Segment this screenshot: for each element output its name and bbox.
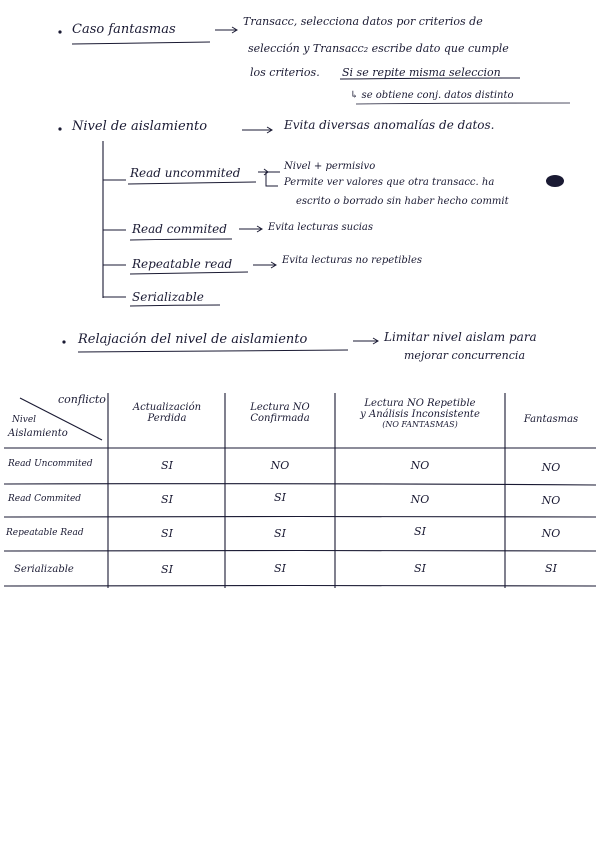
- header-col3-line3: (NO FANTASMAS): [382, 420, 458, 429]
- bullet-fantasmas: [58, 30, 61, 33]
- item-repeatable-read: Repeatable read: [132, 257, 233, 271]
- header-col1-line2: Perdida: [147, 413, 187, 424]
- header-lectura-no-confirmada: [226, 402, 334, 424]
- fantasmas-line-1: Transacc, selecciona datos por criterios de: [243, 15, 483, 28]
- underline-fantasmas: [72, 42, 210, 44]
- header-col4-line1: Fantasmas: [523, 414, 579, 425]
- corner-conflicto: conflicto: [58, 393, 106, 406]
- header-col3-line1: Lectura NO Repetible: [364, 398, 476, 409]
- relajacion-line-1: Limitar nivel aislam para: [384, 330, 537, 344]
- cell-r3-c2: SI: [274, 527, 286, 540]
- nivel-description: Evita diversas anomalías de datos.: [284, 118, 495, 132]
- cell-r4-c2: SI: [274, 562, 286, 575]
- heading-nivel-aislamiento: Nivel de aislamiento: [72, 119, 208, 134]
- cell-r2-c3: NO: [410, 493, 430, 506]
- cell-r1-c2: NO: [270, 459, 290, 472]
- heading-caso-fantasmas: Caso fantasmas: [72, 22, 176, 37]
- relajacion-line-2: mejorar concurrencia: [404, 349, 526, 362]
- header-fantasmas: [506, 414, 596, 425]
- cell-r2-c1: SI: [161, 493, 173, 506]
- cell-r1-c3: NO: [410, 459, 430, 472]
- row-label-serializable: Serializable: [14, 564, 74, 575]
- header-col2-line2: Confirmada: [250, 413, 310, 424]
- cell-r1-c1: SI: [161, 459, 173, 472]
- rc-note: Evita lecturas sucias: [268, 222, 373, 233]
- item-serializable: Serializable: [132, 290, 204, 304]
- header-actualizacion-perdida: [110, 402, 224, 424]
- row-label-read-commited: Read Commited: [8, 494, 82, 504]
- ru-note-2: Permite ver valores que otra transacc. ha: [284, 177, 495, 188]
- corner-nivel: Nivel: [12, 415, 37, 425]
- rr-note: Evita lecturas no repetibles: [282, 255, 423, 266]
- cell-r4-c3: SI: [414, 562, 426, 575]
- fantasmas-line-3a: los criterios.: [250, 66, 320, 79]
- underline-conj: [356, 103, 570, 104]
- item-read-commited: Read commited: [132, 222, 227, 236]
- cell-r3-c1: SI: [161, 527, 173, 540]
- row-label-repeatable-read: Repeatable Read: [6, 528, 84, 538]
- fantasmas-line-2: selección y Transacc₂ escribe dato que cumple: [248, 42, 509, 55]
- header-lectura-no-repetible: [336, 398, 504, 429]
- bullet-relajacion: [62, 340, 65, 343]
- header-col1-line1: Actualización: [132, 402, 202, 413]
- cell-r3-c3: SI: [414, 525, 426, 538]
- header-col3-line2: y Análisis Inconsistente: [360, 409, 480, 420]
- heading-relajacion: Relajación del nivel de aislamiento: [78, 332, 308, 347]
- fantasmas-line-3b: Si se repite misma seleccion: [342, 66, 501, 79]
- cell-r2-c4: NO: [541, 494, 561, 507]
- ru-note-3: escrito o borrado sin haber hecho commit: [296, 196, 509, 207]
- cell-r2-c2: SI: [274, 491, 286, 504]
- cell-r1-c4: NO: [541, 461, 561, 474]
- row-label-read-uncommited: Read Uncommited: [8, 459, 93, 469]
- header-col2-line1: Lectura NO: [250, 402, 310, 413]
- cell-r4-c1: SI: [161, 563, 173, 576]
- fantasmas-line-4: ↳ se obtiene conj. datos distinto: [350, 90, 514, 101]
- cell-r3-c4: NO: [541, 527, 561, 540]
- corner-aislamiento: Aislamiento: [8, 428, 68, 439]
- bullet-nivel: [58, 127, 61, 130]
- item-read-uncommited: Read uncommited: [130, 166, 241, 180]
- ru-note-1: Nivel + permisivo: [284, 161, 376, 172]
- cell-r4-c4: SI: [545, 562, 557, 575]
